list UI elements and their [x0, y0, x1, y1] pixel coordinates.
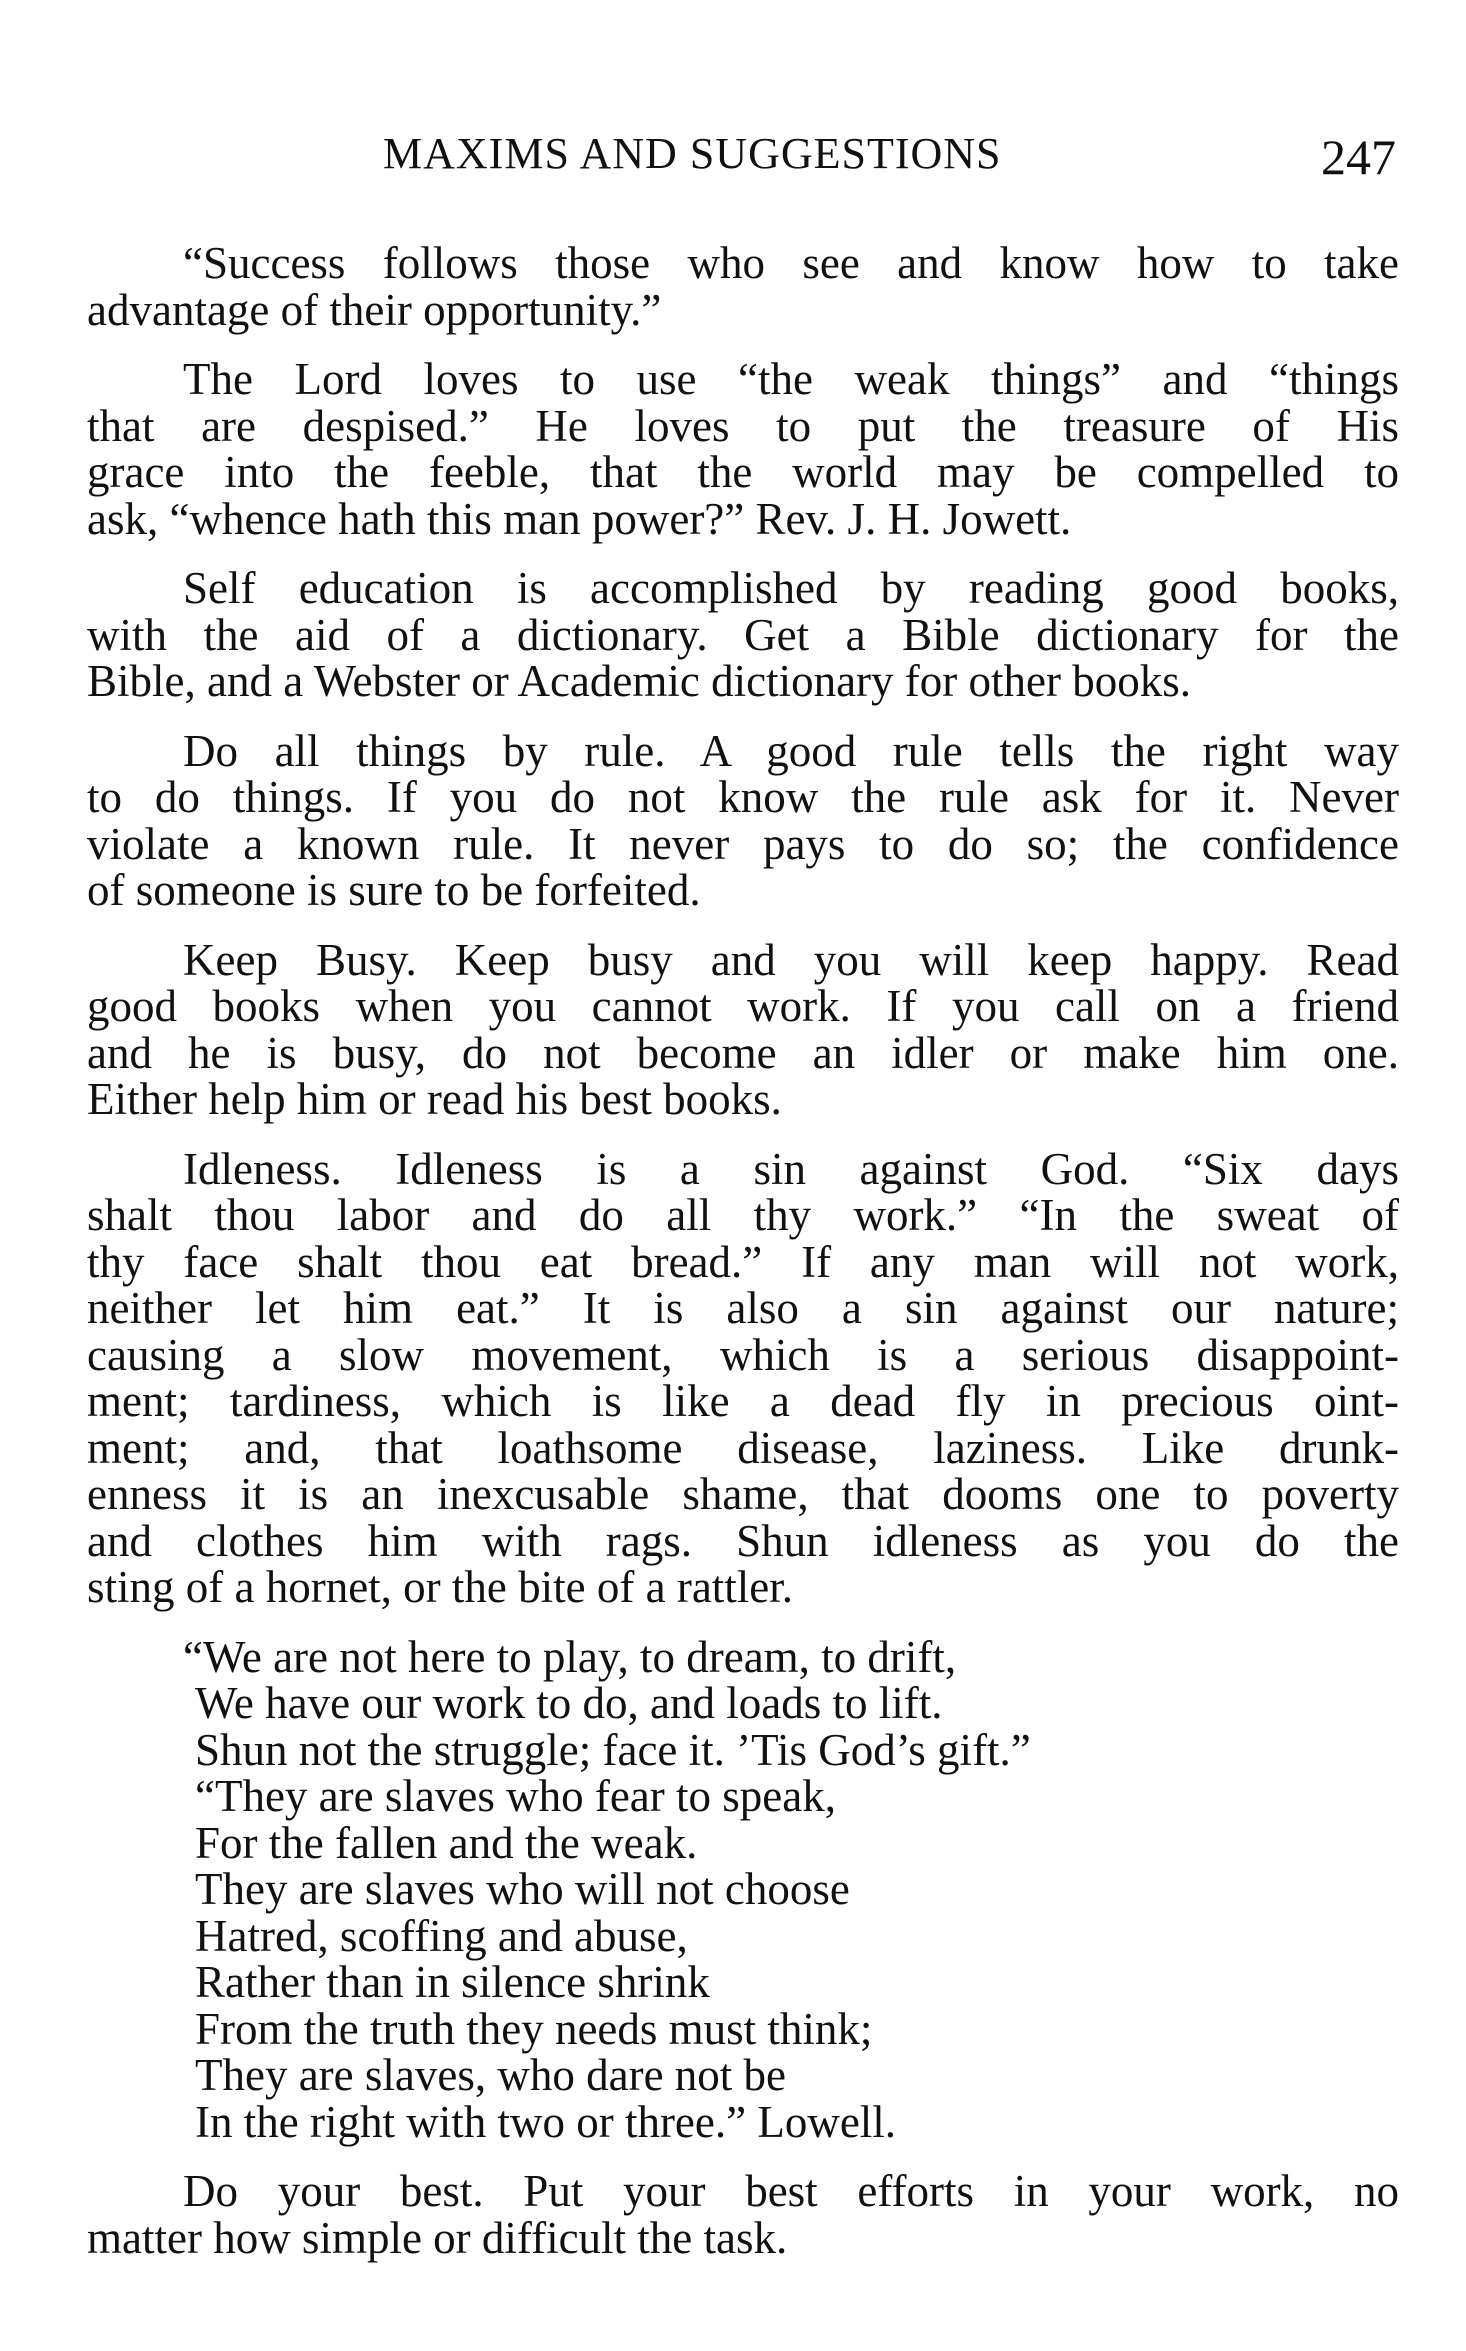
text-line: Do all things by rule. A good rule tells the right way [183, 725, 1399, 776]
page-body [87, 240, 1399, 2284]
text-line: of someone is sure to be forfeited. [87, 865, 701, 915]
text-line: “Success follows those who see and know how to take [183, 238, 1399, 288]
text-line: Shun not the struggle; face it. ’Tis God’s gift.” [195, 1724, 1031, 1775]
text-line: “We are not here to play, to dream, to drift, [183, 1631, 957, 1682]
paragraph [87, 725, 1399, 915]
poem-quote [87, 1631, 1399, 2147]
page-header [0, 128, 1466, 188]
text-line: to do things. If you do not know the rule ask for it. Never [87, 772, 1399, 822]
running-title: MAXIMS AND SUGGESTIONS [383, 129, 1002, 178]
text-line: neither let him eat.” It is also a sin against our nature; [87, 1283, 1399, 1333]
text-line: good books when you cannot work. If you call on a friend [87, 981, 1399, 1031]
text-line: Bible, and a Webster or Academic dictionary for other books. [87, 656, 1191, 706]
text-line: shalt thou labor and do all thy work.” “In the sweat of [87, 1190, 1399, 1240]
text-line: Do your best. Put your best efforts in your work, no [183, 2166, 1399, 2216]
text-line: enness it is an inexcusable shame, that dooms one to poverty [87, 1469, 1399, 1519]
text-line: The Lord loves to use “the weak things” and “things [183, 354, 1399, 404]
text-line: Rather than in silence shrink [195, 1957, 710, 2007]
text-line: ment; tardiness, which is like a dead fly in precious oint- [87, 1376, 1399, 1426]
text-line: and he is busy, do not become an idler or make him one. [87, 1027, 1399, 1078]
text-line: grace into the feeble, that the world may be compelled to [87, 447, 1399, 497]
text-line: They are slaves who will not choose [195, 1864, 850, 1914]
text-line: From the truth they needs must think; [195, 2003, 873, 2054]
text-line: and clothes him with rags. Shun idleness as you do the [87, 1515, 1399, 1566]
text-line: In the right with two or three.” Lowell. [195, 2096, 897, 2147]
text-line: thy face shalt thou eat bread.” If any man will not work, [87, 1236, 1399, 1287]
page-number: 247 [1321, 129, 1396, 185]
text-line: sting of a hornet, or the bite of a rattler. [87, 1562, 794, 1612]
text-line: violate a known rule. It never pays to do so; the confidence [87, 818, 1399, 869]
text-line: matter how simple or difficult the task. [87, 2212, 788, 2263]
text-line: Self education is accomplished by reading good books, [183, 563, 1399, 613]
text-line: They are slaves, who dare not be [195, 2050, 787, 2100]
paragraph [87, 565, 1399, 705]
text-line: Either help him or read his best books. [87, 1074, 782, 1124]
text-line: advantage of their opportunity.” [87, 284, 662, 335]
text-line: “They are slaves who fear to speak, [195, 1771, 836, 1821]
text-line: that are despised.” He loves to put the treasure of His [87, 400, 1399, 451]
paragraph [87, 240, 1399, 333]
text-line: For the fallen and the weak. [195, 1817, 698, 1868]
paragraph [87, 1143, 1399, 1612]
text-line: Hatred, scoffing and abuse, [195, 1910, 688, 1961]
text-line: Keep Busy. Keep busy and you will keep happy. Read [183, 934, 1399, 985]
text-line: ment; and, that loathsome disease, laziness. Like drunk- [87, 1422, 1399, 1473]
paragraph [87, 934, 1399, 1124]
text-line: We have our work to do, and loads to lift. [195, 1678, 943, 1728]
paragraph [87, 356, 1399, 542]
text-line: Idleness. Idleness is a sin against God. “Six days [183, 1143, 1399, 1194]
text-line: ask, “whence hath this man power?” Rev. J. H. Jowett. [87, 493, 1072, 544]
text-line: with the aid of a dictionary. Get a Bible dictionary for the [87, 609, 1399, 660]
text-line: causing a slow movement, which is a serious disappoint- [87, 1329, 1399, 1380]
closing-paragraph [87, 2168, 1399, 2261]
